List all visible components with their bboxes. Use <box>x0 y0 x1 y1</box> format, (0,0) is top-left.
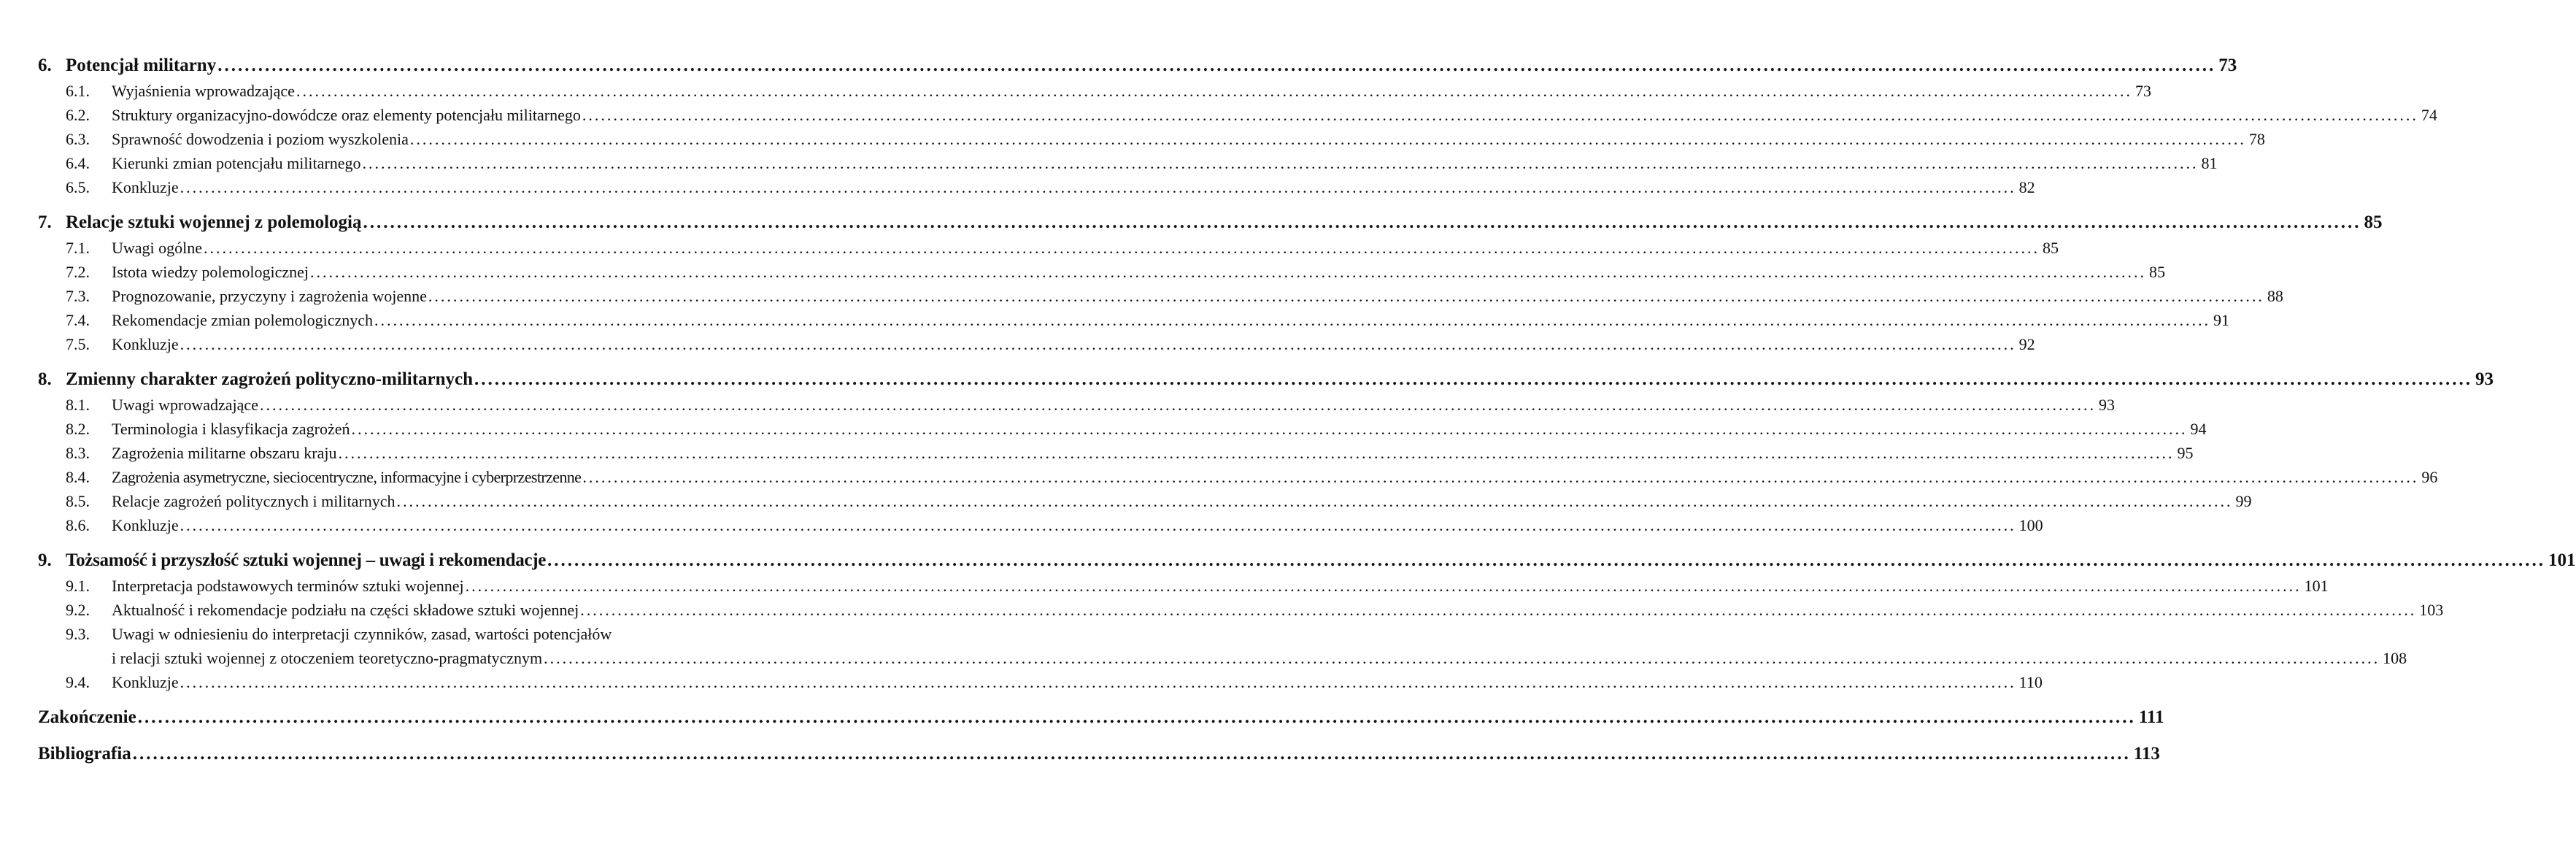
section-page: 88 <box>2267 287 2283 305</box>
section-title: Relacje zagrożeń politycznych i militarnych <box>112 492 396 510</box>
dot-leader <box>310 260 2146 284</box>
section-number: 8.4. <box>66 468 90 486</box>
bibliography-page: 113 <box>2133 744 2160 764</box>
section-entry <box>66 332 2035 356</box>
dot-leader <box>374 308 2210 332</box>
chapter-number: 8. <box>38 369 52 389</box>
section-number: 7.1. <box>66 239 90 257</box>
closing-title: Zakończenie <box>38 707 136 727</box>
dot-leader <box>582 465 2418 489</box>
bibliography-title: Bibliografia <box>38 744 131 764</box>
section-title: Istota wiedzy polemologicznej <box>112 263 309 281</box>
chapter-title: Tożsamość i przyszłość sztuki wojennej – uwagi i rekomendacje <box>66 550 547 570</box>
section-entry <box>66 465 2438 489</box>
chapter-6 <box>38 53 2437 199</box>
dot-leader <box>547 547 2545 574</box>
section-entry <box>66 127 2265 151</box>
section-title: Uwagi ogólne <box>112 239 203 257</box>
section-title: Konkluzje <box>112 178 179 196</box>
chapter-heading <box>38 210 2383 236</box>
chapter-number: 6. <box>38 55 52 75</box>
section-number: 8.6. <box>66 516 90 534</box>
section-number: 7.3. <box>66 287 90 305</box>
section-entry <box>66 670 2043 694</box>
chapter-page: 93 <box>2475 369 2494 389</box>
section-title-line-2-row <box>112 646 2407 670</box>
dot-leader <box>474 366 2472 393</box>
section-title: Interpretacja podstawowych terminów sztuki wojennej <box>112 577 464 595</box>
chapter-9 <box>38 547 2576 694</box>
section-title: Konkluzje <box>112 673 179 691</box>
section-page: 73 <box>2135 82 2151 100</box>
dot-leader <box>180 670 2016 694</box>
dot-leader <box>580 598 2416 622</box>
section-title-line-1: Uwagi w odniesieniu do interpretacji czynników, zasad, wartości potencjałów <box>112 625 612 643</box>
section-title: Struktury organizacyjno-dowódcze oraz elementy potencjału militarnego <box>112 106 581 124</box>
section-entry <box>66 79 2151 103</box>
section-page: 96 <box>2421 468 2438 486</box>
chapter-page: 73 <box>2218 55 2237 75</box>
section-title: Sprawność dowodzenia i poziom wyszkolenia <box>112 130 409 148</box>
section-number: 8.2. <box>66 420 90 438</box>
section-page: 103 <box>2419 601 2444 619</box>
section-number: 8.5. <box>66 492 90 510</box>
chapter-title: Relacje sztuki wojennej z polemologią <box>66 212 362 232</box>
dot-leader <box>296 79 2132 103</box>
section-title: Wyjaśnienia wprowadzające <box>112 82 295 100</box>
section-number: 6.1. <box>66 82 90 100</box>
section-page: 95 <box>2177 444 2194 462</box>
dot-leader <box>410 127 2246 151</box>
dot-leader <box>260 393 2096 417</box>
section-page: 100 <box>2018 516 2043 534</box>
section-title: Uwagi wprowadzające <box>112 396 258 414</box>
section-entry <box>66 393 2115 417</box>
section-entry <box>66 260 2166 284</box>
table-of-contents <box>38 53 2576 777</box>
chapter-title: Zmienny charakter zagrożeń polityczno-militarnych <box>66 369 474 389</box>
section-page: 74 <box>2421 106 2437 124</box>
dot-leader <box>363 210 2361 236</box>
section-number: 9.3. <box>66 625 90 643</box>
section-number: 7.2. <box>66 263 90 281</box>
section-list <box>66 393 2438 537</box>
section-title: Aktualność i rekomendacje podziału na części składowe sztuki wojennej <box>112 601 579 619</box>
section-number: 6.2. <box>66 106 90 124</box>
section-entry <box>66 489 2252 513</box>
section-entry <box>66 308 2229 332</box>
section-entry <box>66 151 2218 175</box>
dot-leader <box>217 53 2216 79</box>
dot-leader <box>138 704 2136 731</box>
section-entry <box>66 441 2194 465</box>
dot-leader <box>428 284 2264 308</box>
section-title-line-2: i relacji sztuki wojennej z otoczeniem teoretyczno-pragmatycznym <box>112 649 543 667</box>
dot-leader <box>338 441 2174 465</box>
section-number: 9.1. <box>66 577 90 595</box>
section-title: Konkluzje <box>112 335 179 353</box>
dot-leader <box>133 741 2131 767</box>
section-page: 110 <box>2018 673 2043 691</box>
chapter-title: Potencjał militarny <box>66 55 217 75</box>
section-number: 8.1. <box>66 396 90 414</box>
dot-leader <box>582 103 2418 127</box>
dot-leader <box>180 332 2016 356</box>
section-number: 7.4. <box>66 311 90 329</box>
section-page: 82 <box>2018 178 2035 196</box>
chapter-8 <box>38 366 2494 537</box>
section-title: Kierunki zmian potencjału militarnego <box>112 154 361 172</box>
section-number: 6.3. <box>66 130 90 148</box>
section-entry <box>66 175 2035 199</box>
section-title: Terminologia i klasyfikacja zagrożeń <box>112 420 350 438</box>
section-page: 93 <box>2098 396 2115 414</box>
section-entry <box>66 622 2407 670</box>
section-page: 92 <box>2018 335 2035 353</box>
chapter-heading <box>38 366 2494 393</box>
section-entry <box>66 513 2043 537</box>
section-entry <box>66 103 2437 127</box>
section-entry <box>66 598 2444 622</box>
section-number: 6.4. <box>66 154 90 172</box>
section-title-block <box>112 622 2407 670</box>
section-number: 7.5. <box>66 335 90 353</box>
section-list <box>66 79 2437 199</box>
section-title: Prognozowanie, przyczyny i zagrożenia wojenne <box>112 287 427 305</box>
section-page: 81 <box>2201 154 2218 172</box>
section-page: 101 <box>2304 577 2329 595</box>
section-entry <box>66 236 2059 260</box>
section-page: 108 <box>2383 649 2407 667</box>
section-number: 9.2. <box>66 601 90 619</box>
dot-leader <box>544 646 2380 670</box>
dot-leader <box>204 236 2040 260</box>
dot-leader <box>352 417 2188 441</box>
section-number: 8.3. <box>66 444 90 462</box>
closing-entry <box>38 704 2164 731</box>
section-list <box>66 236 2283 356</box>
section-number: 9.4. <box>66 673 90 691</box>
chapter-heading <box>38 53 2237 79</box>
dot-leader <box>466 574 2302 598</box>
section-page: 85 <box>2043 239 2059 257</box>
chapter-heading <box>38 547 2576 574</box>
chapter-7 <box>38 210 2383 356</box>
section-entry <box>66 574 2329 598</box>
section-title: Konkluzje <box>112 516 179 534</box>
chapter-page: 85 <box>2364 212 2383 232</box>
section-entry <box>66 417 2207 441</box>
section-page: 91 <box>2213 311 2229 329</box>
section-title: Rekomendacje zmian polemologicznych <box>112 311 373 329</box>
dot-leader <box>180 513 2016 537</box>
section-title: Zagrożenia asymetryczne, sieciocentryczne, informacyjne i cyberprzestrzenne <box>112 468 582 486</box>
section-list <box>66 574 2444 694</box>
chapter-number: 7. <box>38 212 52 232</box>
section-page: 78 <box>2248 130 2265 148</box>
bibliography-entry <box>38 741 2160 767</box>
section-page: 85 <box>2149 263 2166 281</box>
dot-leader <box>397 489 2233 513</box>
section-entry <box>66 284 2283 308</box>
closing-page: 111 <box>2138 707 2164 727</box>
section-page: 94 <box>2190 420 2207 438</box>
chapter-page: 101 <box>2548 550 2576 570</box>
dot-leader <box>363 151 2199 175</box>
section-number: 6.5. <box>66 178 90 196</box>
dot-leader <box>180 175 2016 199</box>
section-page: 99 <box>2235 492 2252 510</box>
chapter-number: 9. <box>38 550 52 570</box>
section-title: Zagrożenia militarne obszaru kraju <box>112 444 337 462</box>
